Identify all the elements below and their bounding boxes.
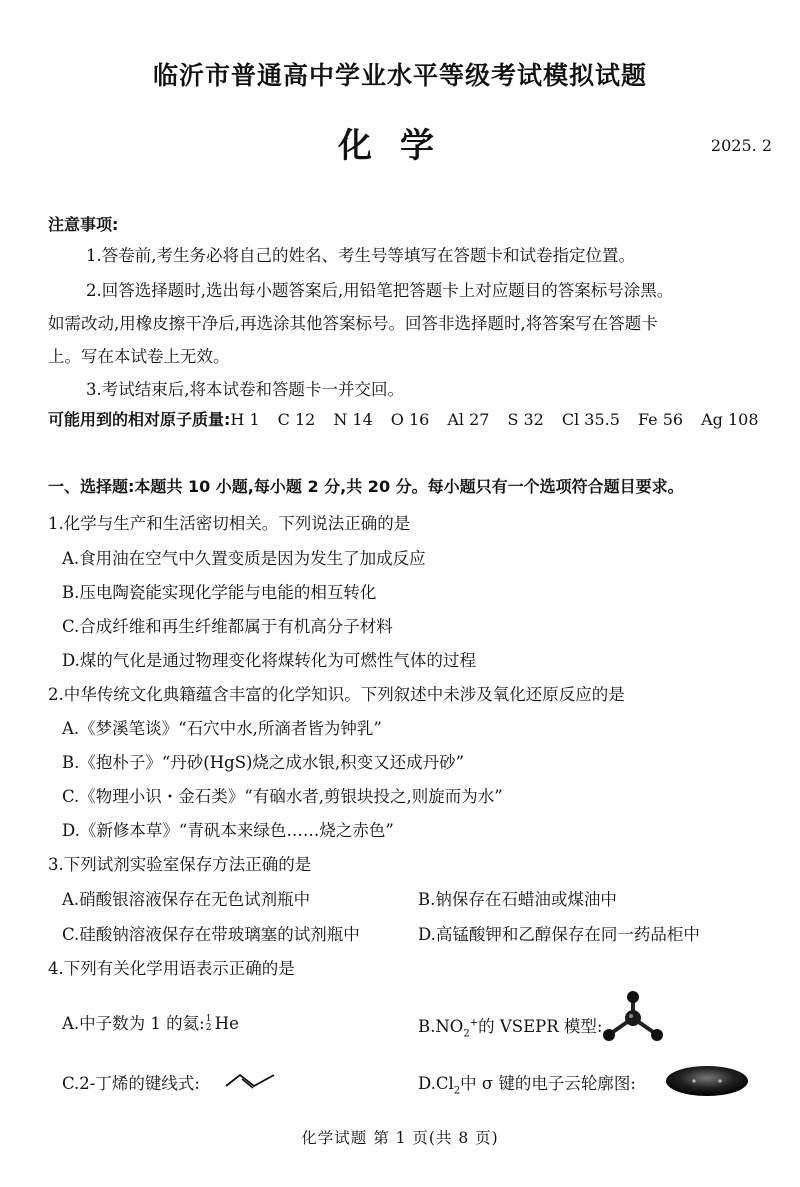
- q2-option-a: A.《梦溪笔谈》“石穴中水,所滴者皆为钟乳”: [62, 719, 382, 738]
- q2-option-c: C.《物理小识・金石类》“有硇水者,剪银块投之,则旋而为水”: [62, 787, 503, 806]
- q4-option-c-text: C.2-丁烯的键线式:: [62, 1074, 200, 1093]
- q4-option-b: [418, 1013, 602, 1039]
- q2-stem: 2.中华传统文化典籍蕴含丰富的化学知识。下列叙述中未涉及氧化还原反应的是: [48, 685, 625, 704]
- notice-item-2-line-2: 如需改动,用橡皮擦干净后,再选涂其他答案标号。回答非选择题时,将答案写在答题卡: [48, 314, 658, 333]
- q3-option-d: D.高锰酸钾和乙醇保存在同一药品柜中: [418, 925, 700, 944]
- mass-item: C 12: [277, 410, 316, 429]
- q1-option-d: D.煤的气化是通过物理变化将煤转化为可燃性气体的过程: [62, 651, 476, 670]
- notice-item-2-line-1: 2.回答选择题时,选出每小题答案后,用铅笔把答题卡上对应题目的答案标号涂黑。: [86, 281, 674, 300]
- q4-option-b-text: 的 VSEPR 模型:: [478, 1017, 603, 1036]
- q4-option-a: [62, 1010, 239, 1034]
- mass-item: S 32: [507, 410, 544, 429]
- exam-date: 2025. 2: [710, 136, 772, 155]
- q3-option-b: B.钠保存在石蜡油或煤油中: [418, 890, 617, 909]
- q3-option-a: A.硝酸银溶液保存在无色试剂瓶中: [62, 890, 311, 909]
- q1-option-a: A.食用油在空气中久置变质是因为发生了加成反应: [62, 549, 426, 568]
- no2-charge: +: [469, 1017, 479, 1029]
- q1-option-c: C.合成纤维和再生纤维都属于有机高分子材料: [62, 617, 393, 636]
- atomic-masses-label: 可能用到的相对原子质量:: [48, 410, 231, 429]
- q4-option-a-text: A.中子数为 1 的氦:: [62, 1014, 205, 1033]
- q3-option-c: C.硅酸钠溶液保存在带玻璃塞的试剂瓶中: [62, 925, 360, 944]
- mass-item: N 14: [333, 410, 373, 429]
- helium-isotope-notation: [205, 1015, 215, 1033]
- mass-item: Fe 56: [637, 410, 684, 429]
- page-footer: 化学试题 第 1 页(共 8 页): [301, 1129, 499, 1147]
- q3-stem: 3.下列试剂实验室保存方法正确的是: [48, 855, 312, 874]
- vsepr-model-diagram: [598, 988, 668, 1048]
- q2-option-d: D.《新修本草》“青矾本来绿色……烧之赤色”: [62, 821, 394, 840]
- q4-option-d-text: 中 σ 键的电子云轮廓图:: [460, 1074, 636, 1093]
- mass-item: Cl 35.5: [561, 410, 620, 429]
- q4-option-d: [418, 1070, 636, 1096]
- helium-symbol: He: [214, 1014, 239, 1033]
- q1-option-b: B.压电陶瓷能实现化学能与电能的相互转化: [62, 583, 377, 602]
- q4-stem: 4.下列有关化学用语表示正确的是: [48, 959, 295, 978]
- mass-item: Ag 108: [701, 410, 759, 429]
- q1-stem: 1.化学与生产和生活密切相关。下列说法正确的是: [48, 514, 411, 533]
- subject-title: 化学: [338, 126, 462, 166]
- mass-item: O 16: [390, 410, 430, 429]
- 2-butene-skeletal-formula: [224, 1070, 280, 1090]
- q4-option-c: [62, 1070, 200, 1094]
- notice-item-3: 3.考试结束后,将本试卷和答题卡一并交回。: [86, 380, 404, 399]
- q2-option-b: B.《抱朴子》“丹砂(HgS)烧之成水银,积变又还成丹砂”: [62, 753, 465, 772]
- q4-option-b-prefix: B.NO: [418, 1017, 464, 1036]
- mass-item: H 1: [230, 410, 260, 429]
- mass-item: Al 27: [447, 410, 490, 429]
- no2-subscript: 2: [463, 1028, 470, 1040]
- exam-title: 临沂市普通高中学业水平等级考试模拟试题: [152, 61, 647, 90]
- cl2-subscript: 2: [453, 1085, 461, 1097]
- sigma-bond-electron-cloud-diagram: [664, 1064, 750, 1098]
- atomic-masses: [48, 407, 759, 430]
- notice-item-1: 1.答卷前,考生务必将自己的姓名、考生号等填写在答题卡和试卷指定位置。: [86, 246, 635, 265]
- q4-option-d-prefix: D.Cl: [418, 1074, 454, 1093]
- notice-heading: 注意事项:: [48, 215, 119, 234]
- isotope-atomic-number: 2: [205, 1023, 212, 1033]
- notice-item-2-line-3: 上。写在本试卷上无效。: [48, 347, 230, 366]
- section-1-heading: 一、选择题:本题共 10 小题,每小题 2 分,共 20 分。每小题只有一个选项符合题目要求。: [48, 477, 684, 496]
- isotope-mass-number: 1: [205, 1014, 212, 1024]
